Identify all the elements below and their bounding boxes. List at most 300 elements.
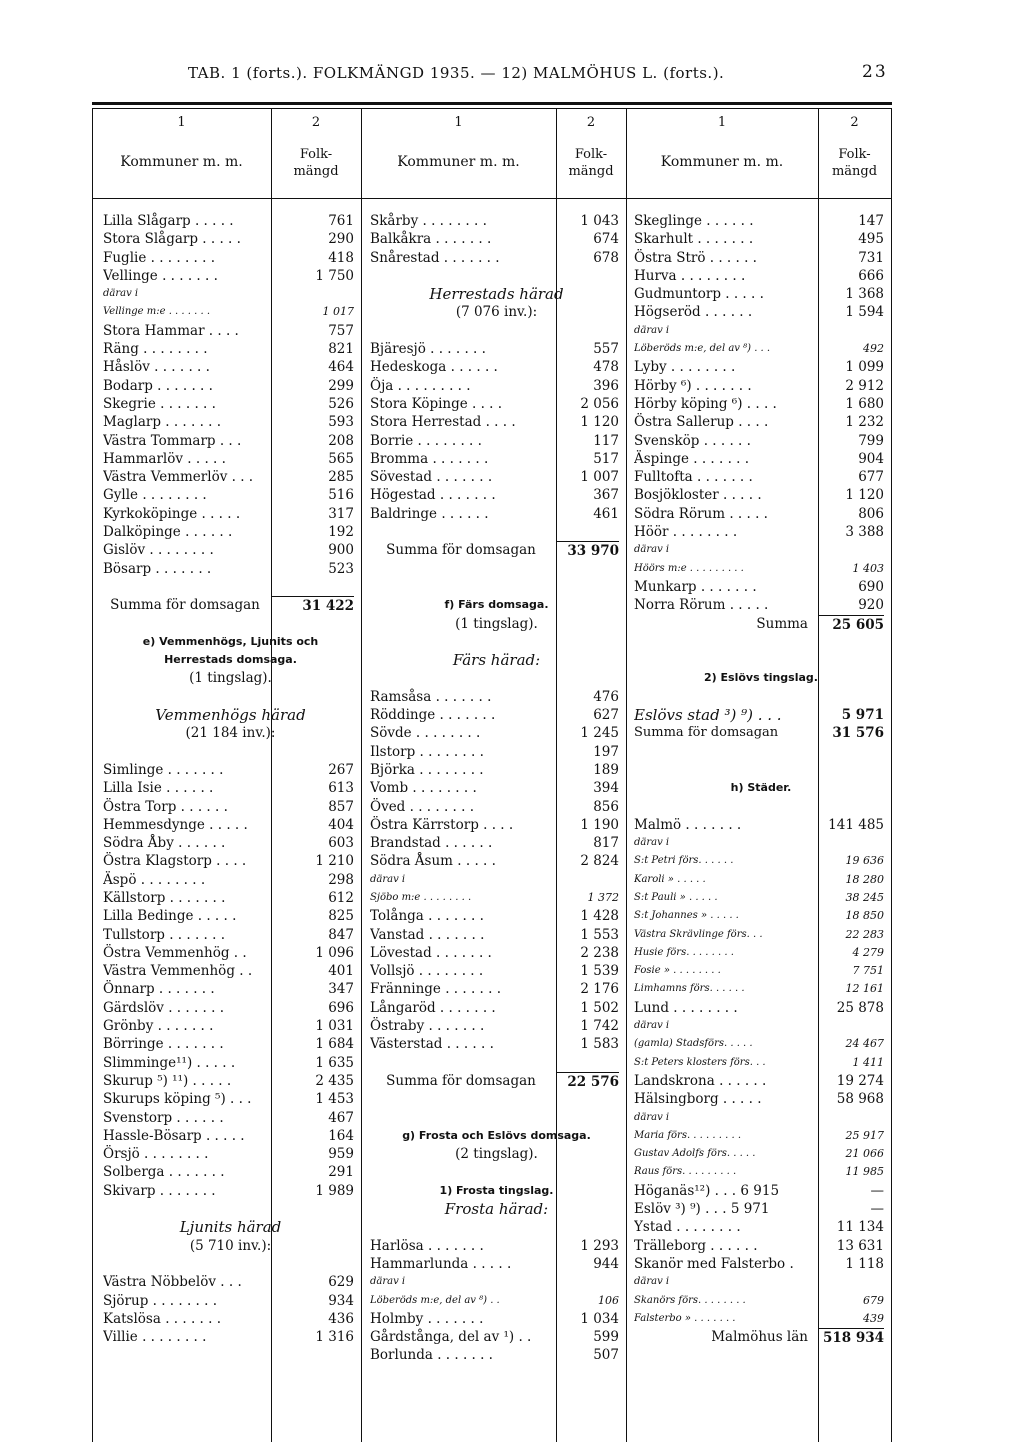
row-name: Ljunits härad bbox=[179, 1218, 282, 1237]
row-value: 367 bbox=[593, 487, 619, 504]
section-heading bbox=[103, 633, 361, 651]
row-name: 2) Eslövs tingslag. bbox=[704, 671, 818, 685]
row-value: 674 bbox=[593, 231, 619, 248]
row-name: Öja . . . . . . . . . bbox=[370, 377, 471, 394]
row-name: (5 710 inv.): bbox=[189, 1237, 272, 1254]
table-row bbox=[103, 230, 361, 248]
row-value: 1 118 bbox=[845, 1255, 884, 1272]
row-value: 12 161 bbox=[845, 982, 884, 996]
row-name: S:t Johannes » . . . . . bbox=[634, 910, 739, 922]
row-value: 1 368 bbox=[845, 286, 884, 303]
row-value: 31 422 bbox=[271, 596, 354, 615]
row-value: 934 bbox=[328, 1292, 354, 1309]
row-name: 1) Frosta tingslag. bbox=[439, 1183, 554, 1197]
row-value: 461 bbox=[593, 505, 619, 522]
row-name: (1 tingslag). bbox=[189, 670, 272, 687]
table-row bbox=[103, 852, 361, 870]
row-name: Örsjö . . . . . . . . bbox=[103, 1146, 209, 1163]
row-value: 147 bbox=[858, 213, 884, 229]
sum-row bbox=[634, 724, 891, 742]
row-value: 1 316 bbox=[315, 1329, 354, 1346]
row-value: 603 bbox=[328, 835, 354, 852]
row-name: Husie förs. . . . . . . . bbox=[634, 946, 734, 958]
header-col-number: 2 bbox=[311, 115, 321, 130]
row-name: Fränninge . . . . . . . bbox=[370, 981, 501, 998]
spacer bbox=[103, 743, 361, 761]
row-value: 3 388 bbox=[845, 524, 884, 541]
row-name: Gärdslöv . . . . . . . bbox=[103, 999, 225, 1016]
table-row bbox=[103, 761, 361, 779]
row-value: 436 bbox=[328, 1310, 354, 1327]
row-value: 523 bbox=[328, 560, 354, 577]
row-name: Sjörup . . . . . . . . bbox=[103, 1292, 218, 1309]
center-note bbox=[370, 1145, 626, 1163]
row-value: — bbox=[870, 1182, 884, 1199]
table-row bbox=[103, 377, 361, 395]
row-name: Höörs m:e . . . . . . . . . bbox=[634, 562, 744, 574]
row-value: 5 971 bbox=[841, 707, 884, 724]
row-value: 1 680 bbox=[845, 395, 884, 412]
row-name: Malmö . . . . . . . bbox=[634, 816, 742, 833]
header-kommuner: Kommuner m. m. bbox=[397, 154, 520, 170]
row-name: Lund . . . . . . . . bbox=[634, 999, 738, 1016]
row-name: Östra Torp . . . . . . bbox=[103, 798, 228, 815]
row-value: 418 bbox=[328, 249, 354, 266]
row-value: 731 bbox=[858, 249, 884, 266]
subrow bbox=[634, 1109, 891, 1127]
harad-heading bbox=[370, 651, 626, 669]
spacer bbox=[370, 669, 626, 687]
row-name: Fosie » . . . . . . . . bbox=[634, 965, 721, 977]
table-row bbox=[103, 395, 361, 413]
table-row bbox=[103, 816, 361, 834]
harad-heading bbox=[103, 706, 361, 724]
row-name: Östra Vemmenhög . . bbox=[103, 944, 247, 961]
sum-row bbox=[103, 596, 361, 614]
table-row bbox=[634, 816, 891, 834]
row-name: Vellinge . . . . . . . bbox=[103, 267, 218, 284]
row-value: 1 043 bbox=[580, 213, 619, 229]
row-name: Västra Vemmenhög . . bbox=[103, 963, 253, 980]
table-row bbox=[103, 560, 361, 578]
row-name: Solberga . . . . . . . bbox=[103, 1164, 225, 1181]
table-row bbox=[103, 450, 361, 468]
harad-heading bbox=[370, 1200, 626, 1218]
row-name: Lilla Bedinge . . . . . bbox=[103, 908, 237, 925]
table-row bbox=[103, 798, 361, 816]
row-name: Eslöv ³) ⁹) . . . 5 971 bbox=[634, 1201, 770, 1218]
row-value: 1 210 bbox=[315, 853, 354, 870]
row-name: Summa för domsagan bbox=[110, 597, 260, 614]
table-row bbox=[103, 944, 361, 962]
table-row bbox=[103, 1090, 361, 1108]
table-row bbox=[103, 1054, 361, 1072]
table-row bbox=[370, 1035, 626, 1053]
row-value: 696 bbox=[328, 999, 354, 1016]
subrow bbox=[634, 322, 891, 340]
center-note bbox=[103, 1237, 361, 1255]
row-value: 25 605 bbox=[818, 615, 884, 634]
row-name: Fuglie . . . . . . . . bbox=[103, 249, 215, 266]
row-name: S:t Pauli » . . . . . bbox=[634, 891, 718, 903]
table-row bbox=[634, 1255, 891, 1273]
table-row bbox=[370, 743, 626, 761]
row-value: 904 bbox=[858, 450, 884, 467]
row-name: Västra Tommarp . . . bbox=[103, 432, 242, 449]
row-value: 612 bbox=[328, 889, 354, 906]
subrow bbox=[103, 303, 361, 321]
table-row bbox=[634, 486, 891, 504]
table-row bbox=[634, 523, 891, 541]
row-value: 1 428 bbox=[580, 908, 619, 925]
spacer bbox=[634, 688, 891, 706]
row-value: 856 bbox=[593, 798, 619, 815]
table-row bbox=[103, 999, 361, 1017]
row-value: 299 bbox=[328, 377, 354, 394]
spacer bbox=[103, 1255, 361, 1273]
row-name: Långaröd . . . . . . . bbox=[370, 999, 496, 1016]
row-value: 404 bbox=[328, 816, 354, 833]
table-row bbox=[103, 1035, 361, 1053]
row-name: Bromma . . . . . . . bbox=[370, 450, 489, 467]
row-name: Vemmenhögs härad bbox=[155, 706, 306, 725]
row-name: Vanstad . . . . . . . bbox=[370, 926, 485, 943]
row-value: 526 bbox=[328, 395, 354, 412]
row-value: 690 bbox=[858, 578, 884, 595]
row-name: Skurups köping ⁵) . . . bbox=[103, 1091, 252, 1108]
table-row bbox=[103, 1017, 361, 1035]
row-name: Karoli » . . . . . bbox=[634, 873, 706, 885]
row-name: Vomb . . . . . . . . bbox=[370, 780, 477, 797]
row-value: 677 bbox=[858, 469, 884, 486]
row-name: Summa för domsagan bbox=[386, 1072, 536, 1089]
row-name: Borrie . . . . . . . . bbox=[370, 432, 482, 449]
row-value: 192 bbox=[328, 524, 354, 541]
row-value: 565 bbox=[328, 450, 354, 467]
row-name: Sövde . . . . . . . . bbox=[370, 725, 481, 742]
spacer bbox=[634, 743, 891, 761]
row-name: Fulltofta . . . . . . . bbox=[634, 469, 753, 486]
harad-heading bbox=[103, 1218, 361, 1236]
row-value: 2 824 bbox=[580, 853, 619, 870]
table-row bbox=[634, 450, 891, 468]
row-name: f) Färs domsaga. bbox=[444, 598, 549, 612]
row-name: Stora Herrestad . . . . bbox=[370, 414, 516, 431]
row-value: 757 bbox=[328, 322, 354, 339]
header-col-number: 1 bbox=[454, 115, 463, 130]
row-value: 347 bbox=[328, 981, 354, 998]
table-row bbox=[370, 249, 626, 267]
row-value: 825 bbox=[328, 908, 354, 925]
table-row bbox=[634, 468, 891, 486]
table-row bbox=[634, 1090, 891, 1108]
subrow bbox=[634, 871, 891, 889]
row-value: 4 279 bbox=[852, 945, 884, 959]
row-name: Höganäs¹²) . . . 6 915 bbox=[634, 1182, 780, 1199]
table-row bbox=[634, 249, 891, 267]
table-row bbox=[370, 468, 626, 486]
top-rule bbox=[92, 102, 892, 105]
row-name: Stora Köpinge . . . . bbox=[370, 395, 503, 412]
table-row bbox=[634, 377, 891, 395]
row-value: 401 bbox=[328, 963, 354, 980]
subrow bbox=[634, 1310, 891, 1328]
table-row bbox=[634, 596, 891, 614]
subrow bbox=[370, 1292, 626, 1310]
table-row bbox=[103, 505, 361, 523]
row-name: Baldringe . . . . . . bbox=[370, 505, 489, 522]
row-name: (1 tingslag). bbox=[455, 615, 538, 632]
row-name: Östra Sallerup . . . . bbox=[634, 414, 769, 431]
center-note bbox=[103, 724, 361, 742]
row-value: 799 bbox=[858, 432, 884, 449]
row-name: Herrestads härad bbox=[429, 285, 564, 304]
row-name: Brandstad . . . . . . bbox=[370, 835, 493, 852]
row-name: Västerstad . . . . . . bbox=[370, 1036, 494, 1053]
row-name: Summa för domsagan bbox=[386, 542, 536, 559]
section-heading bbox=[370, 1182, 626, 1200]
table-row bbox=[370, 706, 626, 724]
row-value: 1 017 bbox=[322, 305, 354, 319]
table-row bbox=[103, 212, 361, 230]
row-name: därav i bbox=[634, 1276, 670, 1288]
row-value: 7 751 bbox=[852, 964, 884, 978]
subrow bbox=[634, 1292, 891, 1310]
row-value: 1 553 bbox=[580, 926, 619, 943]
row-name: Gylle . . . . . . . . bbox=[103, 487, 207, 504]
row-value: 495 bbox=[858, 231, 884, 248]
row-value: 1 502 bbox=[580, 999, 619, 1016]
spacer bbox=[103, 688, 361, 706]
row-name: därav i bbox=[634, 1111, 670, 1123]
row-name: Bosjökloster . . . . . bbox=[634, 487, 762, 504]
row-name: Hälsingborg . . . . . bbox=[634, 1091, 762, 1108]
row-name: därav i bbox=[634, 837, 670, 849]
table-row bbox=[370, 1310, 626, 1328]
row-name: e) Vemmenhögs, Ljunits och bbox=[142, 634, 319, 648]
subrow bbox=[634, 1145, 891, 1163]
spacer bbox=[634, 761, 891, 779]
row-name: Gudmuntorp . . . . . bbox=[634, 286, 764, 303]
table-row bbox=[370, 852, 626, 870]
table-row bbox=[634, 395, 891, 413]
row-name: (2 tingslag). bbox=[455, 1146, 538, 1163]
row-value: 1 594 bbox=[845, 304, 884, 321]
header-col-number: 2 bbox=[586, 115, 596, 130]
row-name: Sövestad . . . . . . . bbox=[370, 469, 493, 486]
spacer bbox=[634, 651, 891, 669]
row-name: Öved . . . . . . . . bbox=[370, 798, 474, 815]
table-row bbox=[634, 267, 891, 285]
row-name: Hassle-Bösarp . . . . . bbox=[103, 1127, 245, 1144]
table-row bbox=[634, 1182, 891, 1200]
row-name: Gårdstånga, del av ¹) . . bbox=[370, 1329, 532, 1346]
row-value: 1 034 bbox=[580, 1310, 619, 1327]
table-row bbox=[370, 907, 626, 925]
row-value: 557 bbox=[593, 341, 619, 358]
row-name: Bodarp . . . . . . . bbox=[103, 377, 213, 394]
table-row bbox=[370, 724, 626, 742]
table-row bbox=[103, 358, 361, 376]
row-value: 22 576 bbox=[556, 1072, 619, 1091]
subrow bbox=[634, 852, 891, 870]
row-name: (7 076 inv.): bbox=[455, 304, 538, 321]
spacer bbox=[370, 1054, 626, 1072]
row-name: Södra Åsum . . . . . bbox=[370, 853, 496, 870]
table-row bbox=[370, 358, 626, 376]
row-name: Frosta härad: bbox=[444, 1200, 549, 1219]
subrow bbox=[634, 1127, 891, 1145]
row-value: 1 411 bbox=[852, 1055, 884, 1069]
subrow bbox=[634, 980, 891, 998]
row-name: Ilstorp . . . . . . . . bbox=[370, 743, 484, 760]
subrow bbox=[103, 285, 361, 303]
row-name: Ystad . . . . . . . . bbox=[634, 1219, 741, 1236]
row-value: 21 066 bbox=[845, 1147, 884, 1161]
table-row bbox=[103, 1310, 361, 1328]
row-name: Bjäresjö . . . . . . . bbox=[370, 341, 486, 358]
table-row bbox=[370, 798, 626, 816]
row-name: Östra Strö . . . . . . bbox=[634, 249, 757, 266]
table-row bbox=[103, 322, 361, 340]
row-value: 33 970 bbox=[556, 541, 619, 560]
harad-heading bbox=[370, 285, 626, 303]
subrow bbox=[634, 560, 891, 578]
table-row bbox=[103, 980, 361, 998]
subrow bbox=[634, 541, 891, 559]
row-name: Skurup ⁵) ¹¹) . . . . . bbox=[103, 1072, 232, 1089]
row-value: 817 bbox=[593, 835, 619, 852]
subrow bbox=[634, 1163, 891, 1181]
row-name: Bösarp . . . . . . . bbox=[103, 560, 212, 577]
sum-row bbox=[634, 615, 891, 633]
table-row bbox=[370, 395, 626, 413]
row-value: 1 232 bbox=[845, 414, 884, 431]
row-name: Lövestad . . . . . . . bbox=[370, 944, 492, 961]
row-value: 24 467 bbox=[845, 1037, 884, 1051]
row-value: 1 007 bbox=[580, 469, 619, 486]
column-rule bbox=[92, 108, 93, 1442]
table-row bbox=[103, 926, 361, 944]
subrow bbox=[634, 834, 891, 852]
row-value: 593 bbox=[328, 414, 354, 431]
row-name: Färs härad: bbox=[452, 651, 541, 670]
row-value: 517 bbox=[593, 450, 619, 467]
table-row bbox=[370, 212, 626, 230]
row-name: därav i bbox=[634, 1020, 670, 1032]
row-value: 1 372 bbox=[587, 890, 619, 904]
row-name: Skanörs förs. . . . . . . . bbox=[634, 1294, 746, 1306]
row-value: 507 bbox=[593, 1347, 619, 1364]
table-row bbox=[370, 834, 626, 852]
row-name: Lyby . . . . . . . . bbox=[634, 359, 736, 376]
row-name: Västra Skrävlinge förs. . . bbox=[634, 928, 763, 940]
subrow bbox=[634, 1273, 891, 1291]
row-name: Hammarlunda . . . . . bbox=[370, 1255, 512, 1272]
table-row bbox=[370, 962, 626, 980]
row-value: 599 bbox=[593, 1329, 619, 1346]
center-note bbox=[103, 669, 361, 687]
table-row bbox=[634, 505, 891, 523]
row-value: 106 bbox=[598, 1293, 619, 1307]
row-value: 1 099 bbox=[845, 359, 884, 376]
row-name: Limhamns förs. . . . . . bbox=[634, 983, 745, 995]
spacer bbox=[103, 615, 361, 633]
table-row bbox=[103, 432, 361, 450]
table-row bbox=[103, 413, 361, 431]
row-name: Löberöds m:e, del av ⁸) . . . bbox=[634, 343, 771, 355]
row-value: 629 bbox=[328, 1274, 354, 1291]
table-row bbox=[103, 1145, 361, 1163]
table-row bbox=[370, 340, 626, 358]
section-heading bbox=[634, 669, 891, 687]
row-value: 821 bbox=[328, 341, 354, 358]
table-row bbox=[634, 999, 891, 1017]
row-value: 1 245 bbox=[580, 725, 619, 742]
row-value: 1 742 bbox=[580, 1018, 619, 1035]
table-row bbox=[370, 1017, 626, 1035]
spacer bbox=[370, 1163, 626, 1181]
row-value: 2 056 bbox=[580, 395, 619, 412]
row-name: h) Städer. bbox=[730, 781, 792, 795]
table-row bbox=[370, 944, 626, 962]
spacer bbox=[370, 267, 626, 285]
row-name: Malmöhus län bbox=[711, 1329, 808, 1346]
table-row bbox=[103, 834, 361, 852]
row-value: 900 bbox=[328, 542, 354, 559]
table-row bbox=[370, 377, 626, 395]
row-name: Trälleborg . . . . . . bbox=[634, 1237, 758, 1254]
row-name: Norra Rörum . . . . . bbox=[634, 597, 769, 614]
row-name: Löberöds m:e, del av ⁸) . . bbox=[370, 1294, 500, 1306]
subrow bbox=[634, 889, 891, 907]
header-col-number: 2 bbox=[850, 115, 859, 130]
header-kommuner: Kommuner m. m. bbox=[660, 154, 784, 170]
subrow bbox=[634, 1054, 891, 1072]
subrow bbox=[634, 1017, 891, 1035]
table-row bbox=[370, 505, 626, 523]
row-name: Högseröd . . . . . . bbox=[634, 304, 753, 321]
row-name: Hörby ⁶) . . . . . . . bbox=[634, 377, 752, 394]
table-row bbox=[103, 523, 361, 541]
table-row bbox=[370, 688, 626, 706]
row-name: Skanör med Falsterbo . bbox=[634, 1255, 794, 1272]
row-value: 298 bbox=[328, 871, 354, 888]
table-row bbox=[103, 1328, 361, 1346]
row-name: Slimminge¹¹) . . . . . bbox=[103, 1054, 236, 1071]
row-name: Hammarlöv . . . . . bbox=[103, 450, 226, 467]
header-col-number: 1 bbox=[177, 115, 186, 130]
row-name: Svenstorp . . . . . . bbox=[103, 1109, 224, 1126]
row-name: S:t Petri förs. . . . . . bbox=[634, 855, 734, 867]
row-value: 1 031 bbox=[315, 1018, 354, 1035]
spacer bbox=[370, 322, 626, 340]
row-name: därav i bbox=[103, 288, 139, 300]
table-row bbox=[370, 980, 626, 998]
table-row bbox=[103, 889, 361, 907]
table-row bbox=[634, 1072, 891, 1090]
page-number: 23 bbox=[862, 62, 888, 82]
column-3 bbox=[634, 212, 891, 1346]
row-name: Katslösa . . . . . . . bbox=[103, 1310, 221, 1327]
row-value: 761 bbox=[328, 213, 354, 229]
table-row bbox=[370, 230, 626, 248]
table-row bbox=[103, 468, 361, 486]
row-value: 1 293 bbox=[580, 1237, 619, 1254]
spacer bbox=[634, 798, 891, 816]
row-value: 1 403 bbox=[852, 561, 884, 575]
row-value: 806 bbox=[858, 505, 884, 522]
